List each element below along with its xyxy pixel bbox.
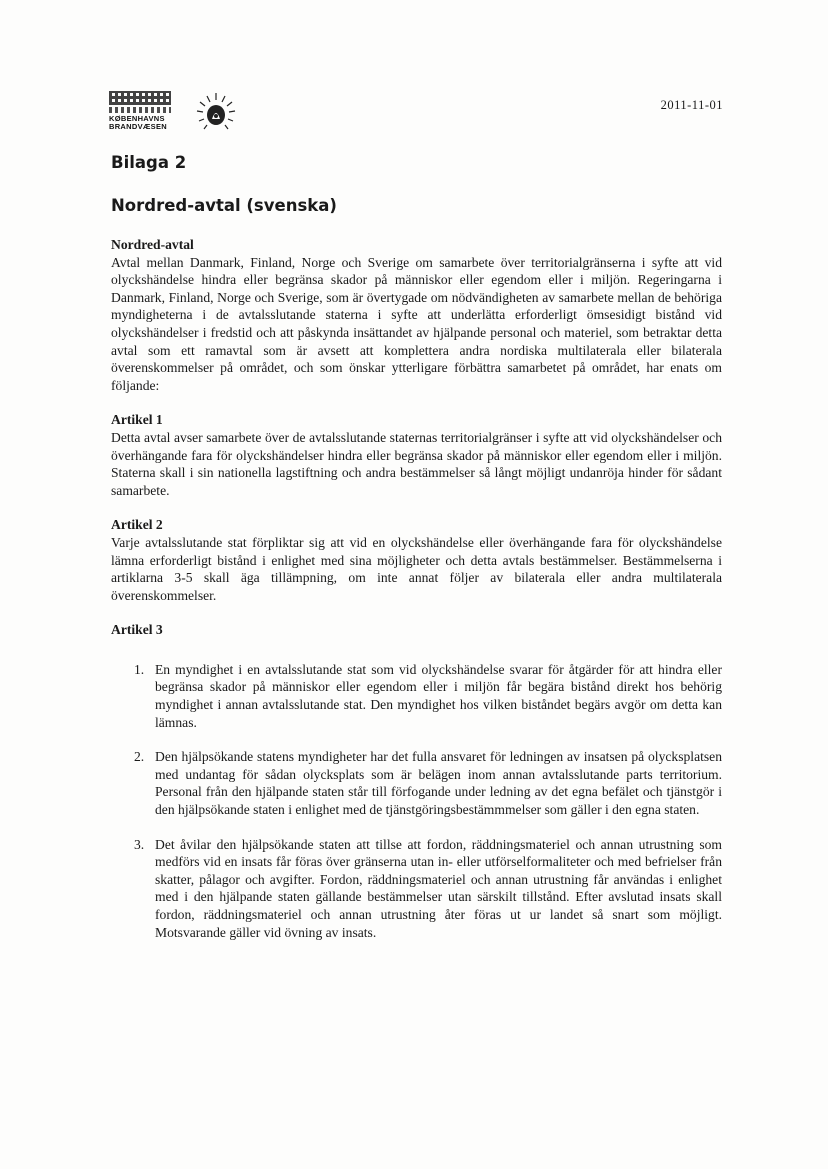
article-2-section <box>111 516 722 604</box>
list-item-text: En myndighet i en avtalsslutande stat som vid olyckshändelse svarar för åtgärder för att hindra eller begränsa skador på människor eller egendom eller i miljön får begära bistånd direkt hos behörig myndighet i annan avtalsslutande stat. Den myndighet hos vilken biståndet begärs avgör om detta kan lämnas. <box>155 661 722 730</box>
document-title: Nordred-avtal (svenska) <box>111 196 337 215</box>
list-item <box>111 748 722 818</box>
preamble-heading: Nordred-avtal <box>111 237 194 252</box>
list-item <box>111 661 722 731</box>
preamble-text: Avtal mellan Danmark, Finland, Norge och Sverige om samarbete över territorialgränserna i syfte att vid olyckshändelse hindra eller begränsa skador på människor eller egendom eller i miljön. Regeringarna i Danmark, Finland, Norge och Sverige, som är övertygade om nödvändigheten av samarbete mellan de behöriga myndigheterna i de avtalsslutande staterna i syfte att underlätta erforderligt ömsesidigt bistånd vid olyckshändelser i fredstid och att påskynda insättandet av hjälpande personal och materiel, som betraktar detta avtal som ett ramavtal som är avsett att komplettera andra nordiska multilaterala eller bilaterala överenskommelser på området, och som önskar ytterligare förbättra samarbetet på området, har enats om följande: <box>111 254 722 393</box>
logo-text-line2: BRANDVÆSEN <box>109 122 168 131</box>
list-item-text: Det åvilar den hjälpsökande staten att tillse att fordon, räddningsmateriel och annan utrustning som medförs vid en insats får föras över gränserna utan in- eller utförselformaliteter och med befrielser från skatter, pålagor och avgifter. Fordon, räddningsmateriel och annan utrustning får användas i enlighet med i den hjälpande staten gällande bestämmelser utan särskilt tillstånd. Efter avslutad insats skall fordon, räddningsmateriel och annan utrustning åter föras ut ur landet så snart som möjligt. Motsvarande gäller vid övning av insats. <box>155 836 722 940</box>
fire-emblem-icon <box>191 89 241 139</box>
document-date: 2011-11-01 <box>660 98 723 112</box>
document-body <box>111 236 722 958</box>
list-item-text: Den hjälpsökande statens myndigheter har det fulla ansvaret för ledningen av insatsen på olycksplatsen med undantag för sådan olycksplats som är belägen inom annan avtalsslutande parts territorium. Personal från den hjälpande staten står till förfogande under ledning av det egna befälet och tjänstgör i den hjälpsökande staten i enlighet med de tjänstgöringsbestämmmelser som gäller i den egna staten. <box>155 749 722 818</box>
article-1-section <box>111 411 722 499</box>
preamble-section <box>111 236 722 394</box>
kobenhavns-brandvaesen-logo <box>109 89 239 139</box>
article-1-heading: Artikel 1 <box>111 412 163 428</box>
article-3-list <box>111 661 722 941</box>
article-3-heading: Artikel 3 <box>111 622 163 638</box>
article-2-heading: Artikel 2 <box>111 517 163 533</box>
list-item-number: 1. <box>134 661 145 677</box>
article-2-text: Varje avtalsslutande stat förpliktar sig att vid en olyckshändelse eller överhängande fara för olyckshändelse lämna erforderligt bistånd i enlighet med sina möjligheter och detta avtals bestämmelser. Bestämmelserna i artiklarna 3-5 skall äga tillämpning, om inte annat följer av bilaterala eller andra multilaterala överenskommelser. <box>111 534 722 603</box>
list-item <box>111 836 722 942</box>
logo-text-line1: KØBENHAVNS <box>109 114 165 123</box>
logo-checker-pattern <box>109 91 171 105</box>
article-1-text: Detta avtal avser samarbete över de avtalsslutande staternas territorialgränser i syfte att vid olyckshändelser och överhängande fara för olyckshändelser hindra eller begränsa skador på människor eller egendom eller i miljön. Staterna skall i sin nationella lagstiftning och andra bestämmelser så långt möjligt undanröja hinder för sådant samarbete. <box>111 429 722 498</box>
article-3-section <box>111 621 722 941</box>
logo-checker-pattern-lower <box>109 107 171 113</box>
logo-text <box>109 115 167 131</box>
annex-label: Bilaga 2 <box>111 153 187 172</box>
list-item-number: 2. <box>134 749 145 765</box>
list-item-number: 3. <box>134 836 145 852</box>
